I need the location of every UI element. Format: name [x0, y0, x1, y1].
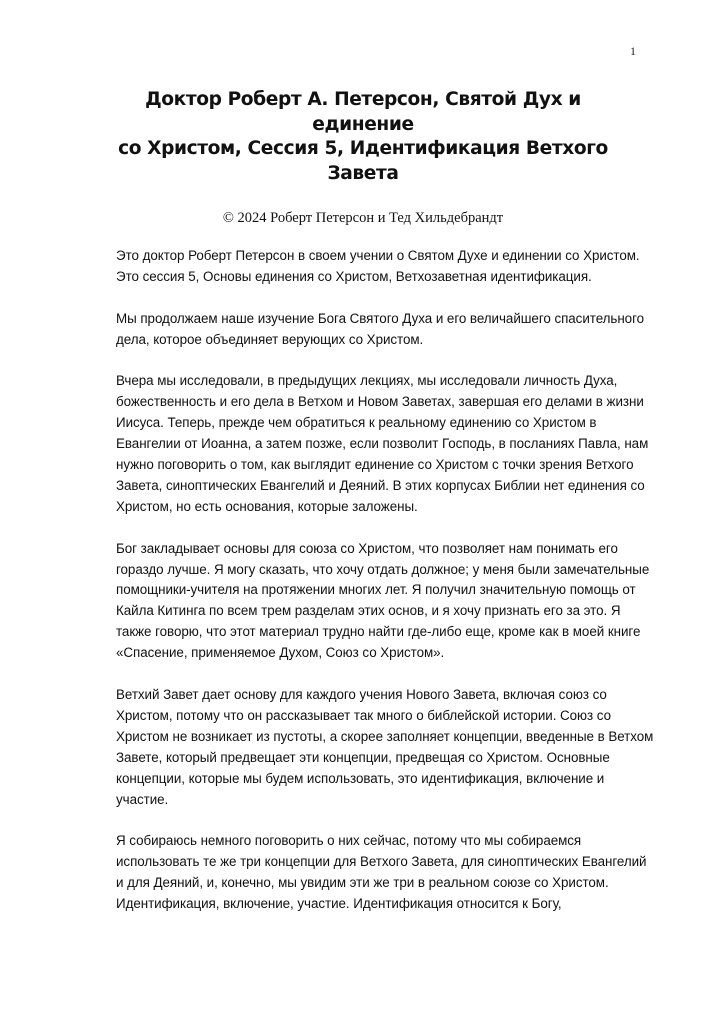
- copyright-line: © 2024 Роберт Петерсон и Тед Хильдебрандт: [222, 210, 504, 226]
- title-line-3: со Христом, Сессия 5, Идентификация Ветхого: [118, 138, 608, 159]
- body-text: [116, 246, 656, 936]
- paragraph-5: Ветхий Завет дает основу для каждого учения Нового Завета, включая союз со Христом, потому что он рассказывает так много о библейской истории. Союз со Христом не возникает из пустоты, а скорее заполняет концепции, введенные в Ветхом Завете, который предвещает эти концепции, предвещая со Христом. Основные концепции, которые мы будем использовать, это идентификация, включение и участие.: [116, 686, 654, 807]
- paragraph-6: Я собираюсь немного поговорить о них сейчас, потому что мы собираемся использовать те же три концепции для Ветхого Завета, для синоптических Евангелий и для Деяний, и, конечно, мы увидим эти же три в реальном союзе со Христом. Идентификация, включение, участие. Идентификация относится к Богу,: [116, 833, 647, 912]
- title-line-4: Завета: [327, 162, 399, 184]
- paragraph-1: Это доктор Роберт Петерсон в своем учении о Святом Духе и единении со Христом. Это сессия 5, Основы единения со Христом, Ветхозаветная идентификация.: [116, 248, 640, 284]
- title-line-1: Доктор Роберт А. Петерсон, Святой Дух и: [145, 89, 581, 110]
- page-number: 1: [630, 44, 636, 58]
- document-title: [90, 88, 636, 186]
- paragraph-3: Вчера мы исследовали, в предыдущих лекциях, мы исследовали личность Духа, божественность и его дела в Ветхом и Новом Заветах, завершая его делами в жизни Иисуса. Теперь, прежде чем обратиться к реальному единению со Христом в Евангелии от Иоанна, а затем позже, если позволит Господь, в посланиях Павла, нам нужно поговорить о том, как выглядит единение со Христом с точки зрения Ветхого Завета, синоптических Евангелий и Деяний. В этих корпусах Библии нет единения со Христом, но есть основания, которые заложены.: [116, 373, 649, 514]
- paragraph-4: Бог закладывает основы для союза со Христом, что позволяет нам понимать его гораздо лучше. Я могу сказать, что хочу отдать должное; у меня были замечательные помощники-учителя на протяжении многих лет. Я получил значительную помощь от Кайла Китинга по всем трем разделам этих основ, и я хочу признать его за это. Я также говорю, что этот материал трудно найти где-либо еще, кроме как в моей книге «Спасение, применяемое Духом, Союз со Христом».: [116, 540, 650, 661]
- paragraph-2: Мы продолжаем наше изучение Бога Святого Духа и его величайшего спасительного дела, которое объединяет верующих со Христом.: [116, 310, 645, 347]
- title-line-2: единение: [312, 113, 414, 135]
